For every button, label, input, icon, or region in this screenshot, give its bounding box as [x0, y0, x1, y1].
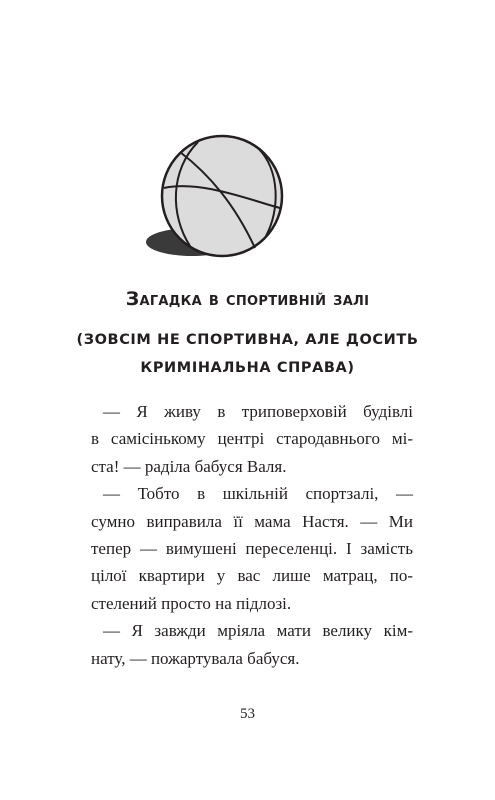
chapter-subtitle — [0, 326, 495, 382]
body-text — [91, 398, 413, 672]
chapter-subtitle-line-1: (ЗОВСІМ НЕ СПОРТИВНА, АЛЕ ДОСИТЬ — [76, 332, 419, 348]
chapter-subtitle-line-2: КРИМІНАЛЬНА СПРАВА) — [140, 360, 355, 376]
paragraph-3-line-1: — Я завжди мріяла мати велику кім- — [103, 621, 413, 641]
paragraph-1-line-1: — Я живу в триповерховій будівлі — [103, 402, 413, 421]
paragraph-2-line-1: — Тобто в шкільній спортзалі, — — [103, 484, 413, 504]
paragraph-2-line-4: цілої квартири у вас лише матрац, по- — [91, 566, 413, 586]
paragraph-2-line-2: сумно виправила її мама Настя. — Ми — [91, 511, 413, 531]
paragraph-2-line-3: тепер — вимушені переселенці. І замість — [91, 539, 413, 559]
paragraph-2-line-5: стелений просто на підлозі. — [91, 593, 292, 613]
paragraph-3-line-2: нату, — пожартувала бабуся. — [91, 648, 300, 668]
paragraph-1-line-2: в самісінькому центрі стародавнього мі- — [91, 429, 413, 449]
paragraph-1-line-3: ста! — раділа бабуся Валя. — [91, 456, 287, 476]
chapter-title: Загадка в спортивній залі — [125, 288, 370, 310]
basketball-icon — [140, 130, 300, 260]
page-number: 53 — [240, 706, 255, 722]
